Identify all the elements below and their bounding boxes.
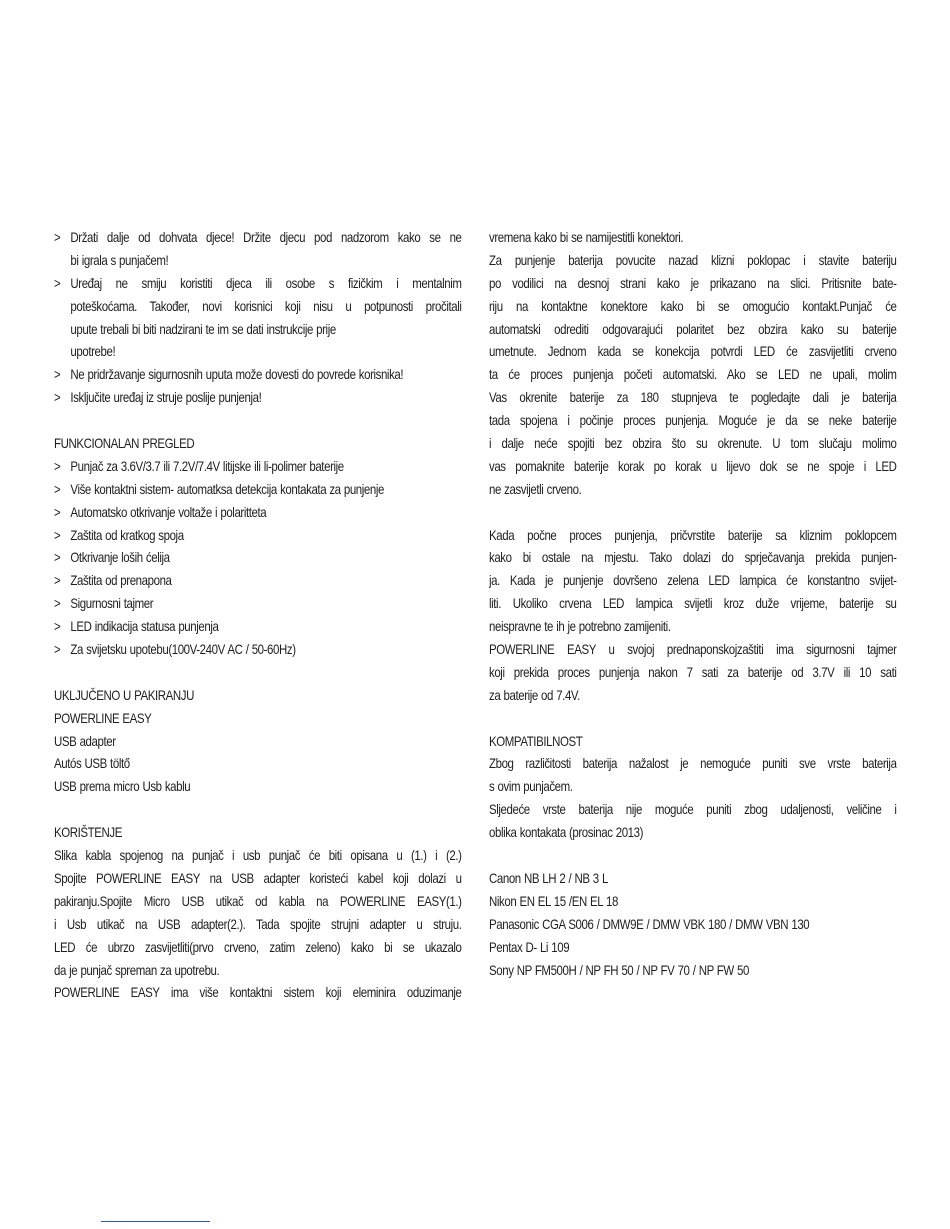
overview-item: > Automatsko otkrivanje voltaže i polaritteta <box>54 501 462 524</box>
bullet-marker: > <box>54 526 61 543</box>
instructions-line: vremena kako bi se namijestitli konektori. <box>489 229 684 245</box>
battery-item: Panasonic CGA S006 / DMW9E / DMW VBK 180 / DMW VBN 130 <box>489 915 810 932</box>
usage-paragraph <box>54 844 462 1004</box>
overview-heading: FUNKCIONALAN PREGLED <box>54 435 195 452</box>
battery-item: Pentax D- Li 109 <box>489 938 570 955</box>
package-item: USB adapter <box>54 732 116 749</box>
bullet-marker: > <box>54 503 61 520</box>
safety-line: bi igrala s punjačem! <box>70 251 169 268</box>
compat-line: oblika kontakata (prosinac 2013) <box>489 824 644 841</box>
bullet-marker: > <box>54 457 61 474</box>
safety-item <box>54 386 462 409</box>
charging-line: liti. Ukoliko crvena LED lampica svijetli kroz duže vrijeme, baterije su <box>489 595 897 612</box>
package-item: Autós USB töltő <box>54 755 130 772</box>
instructions-paragraph <box>489 226 897 501</box>
safety-item <box>54 272 462 364</box>
battery-item: Nikon EN EL 15 /EN EL 18 <box>489 892 618 909</box>
compat-line: Zbog različitosti baterija nažalost je nemoguće puniti sve vrste baterija <box>489 755 897 772</box>
battery-item: Sony NP FM500H / NP FH 50 / NP FV 70 / NP FW 50 <box>489 961 749 978</box>
overview-item: > Zaštita od prenapona <box>54 569 462 592</box>
usage-line: Spojite POWERLINE EASY na USB adapter koristeći kabel koji dolazi u <box>54 869 462 886</box>
charging-line: neispravne te ih je potrebno zamijeniti. <box>489 618 671 635</box>
right-column <box>489 226 897 981</box>
overview-item: > LED indikacija statusa punjenja <box>54 615 462 638</box>
package-heading: UKLJUČENO U PAKIRANJU <box>54 686 194 703</box>
compat-line: Sljedeće vrste baterija nije moguće puniti zbog udaljenosti, veličine i <box>489 801 897 818</box>
safety-item <box>54 226 462 272</box>
usage-line: i Usb utikač na USB adapter(2.). Tada spojite strujni adapter u struju. <box>54 915 462 932</box>
safety-line: > Uređaj ne smiju koristiti djeca ili osobe s fizičkim i mentalnim <box>54 272 462 295</box>
bullet-marker: > <box>54 618 61 635</box>
safety-line: upute trebali bi biti nadzirani te im se dati instrukcije prije <box>70 320 336 337</box>
safety-line: > Isključite uređaj iz struje poslije punjenja! <box>54 386 462 409</box>
charging-line: POWERLINE EASY u svojoj prednaponskojzaštiti ima sigurnosni tajmer <box>489 641 897 658</box>
instructions-line: riju na kontaktne konektore kako bi se omogućio kontakt.Punjač će <box>489 297 897 314</box>
charging-line: kako bi ostale na mjestu. Tako dolazi do sprječavanja prekida punjen- <box>489 549 897 566</box>
safety-line: poteškoćama. Također, novi korisnici koji nisu u potpunosti pročitali <box>70 297 462 314</box>
instructions-line: Za punjenje baterija povucite nazad klizni poklopac i stavite bateriju <box>489 251 897 268</box>
usage-line: POWERLINE EASY ima više kontaktni sistem koji eleminira oduzimanje <box>54 984 462 1001</box>
battery-item: Canon NB LH 2 / NB 3 L <box>489 869 608 886</box>
battery-list <box>489 867 897 981</box>
bullet-marker: > <box>54 549 61 566</box>
charging-line: ja. Kada je punjenje dovršeno zelena LED lampica će konstantno svijet- <box>489 572 897 589</box>
safety-list <box>54 226 462 409</box>
instructions-line: ne zasvijetli crveno. <box>489 480 582 497</box>
footer-rule <box>101 1221 210 1222</box>
instructions-line: i dalje neće spojiti bez obzira što su okrenute. U tom slučaju molimo <box>489 435 897 452</box>
instructions-line: umetnute. Jednom kada se konekcija potvrdi LED će zasvijetliti crveno <box>489 343 897 360</box>
overview-list <box>54 455 462 661</box>
bullet-marker: > <box>54 229 61 245</box>
overview-item: > Sigurnosni tajmer <box>54 592 462 615</box>
bullet-marker: > <box>54 274 61 291</box>
bullet-marker: > <box>54 572 61 589</box>
safety-line: upotrebe! <box>70 343 116 360</box>
package-list <box>54 707 462 799</box>
instructions-line: tada spojena i počinje proces punjenja. Moguće je da se neke baterije <box>489 412 897 429</box>
charging-line: koji prekida proces punjenja nakon 7 sati za baterije od 3.7V ili 10 sati <box>489 663 897 680</box>
usage-line: pakiranju.Spojite Micro USB utikač od kabla na POWERLINE EASY(1.) <box>54 892 462 909</box>
overview-item: > Punjač za 3.6V/3.7 ili 7.2V/7.4V litijske ili li-polimer baterije <box>54 455 462 478</box>
left-column <box>54 226 462 1004</box>
bullet-marker: > <box>54 595 61 612</box>
charging-line: Kada počne proces punjenja, pričvrstite baterije sa kliznim poklopcem <box>489 526 897 543</box>
compat-paragraph <box>489 752 897 844</box>
package-item: USB prema micro Usb kablu <box>54 778 191 795</box>
usage-line: da je punjač spreman za upotrebu. <box>54 961 220 978</box>
usage-line: LED će ubrzo zasvijetliti(prvo crveno, zatim zeleno) kako bi se ukazalo <box>54 938 462 955</box>
overview-item: > Za svijetsku upotebu(100V-240V AC / 50-60Hz) <box>54 638 462 661</box>
bullet-marker: > <box>54 480 61 497</box>
bullet-marker: > <box>54 366 61 383</box>
instructions-line: po vodilici na desnoj strani kako je prikazano na slici. Pritisnite bate- <box>489 274 897 291</box>
charging-line: za baterije od 7.4V. <box>489 686 580 703</box>
instructions-line: ta će proces punjenja početi automatski. Ako se LED ne upali, molim <box>489 366 897 383</box>
compat-line: s ovim punjačem. <box>489 778 573 795</box>
safety-line: > Držati dalje od dohvata djece! Držite djecu pod nadzorom kako se ne <box>54 226 462 249</box>
instructions-line: automatski odrediti odgovarajući polaritet bez obzira kako su baterije <box>489 320 897 337</box>
bullet-marker: > <box>54 641 61 658</box>
safety-item <box>54 363 462 386</box>
package-item: POWERLINE EASY <box>54 709 152 726</box>
instructions-line: vas pomaknite baterije korak po korak u lijevo dok se ne spoje i LED <box>489 457 897 474</box>
overview-item: > Otkrivanje loših ćelija <box>54 546 462 569</box>
safety-line: > Ne pridržavanje sigurnosnih uputa može dovesti do povrede korisnika! <box>54 363 462 386</box>
overview-item: > Zaštita od kratkog spoja <box>54 524 462 547</box>
bullet-marker: > <box>54 389 61 406</box>
compat-heading: KOMPATIBILNOST <box>489 732 583 749</box>
overview-item: > Više kontaktni sistem- automatksa detekcija kontakata za punjenje <box>54 478 462 501</box>
usage-line: Slika kabla spojenog na punjač i usb punjač će biti opisana u (1.) i (2.) <box>54 847 462 864</box>
usage-heading: KORIŠTENJE <box>54 824 122 841</box>
instructions-line: Vas okrenite baterije za 180 stupnjeva te pogledajte dali je baterija <box>489 389 897 406</box>
charging-paragraph <box>489 524 897 707</box>
